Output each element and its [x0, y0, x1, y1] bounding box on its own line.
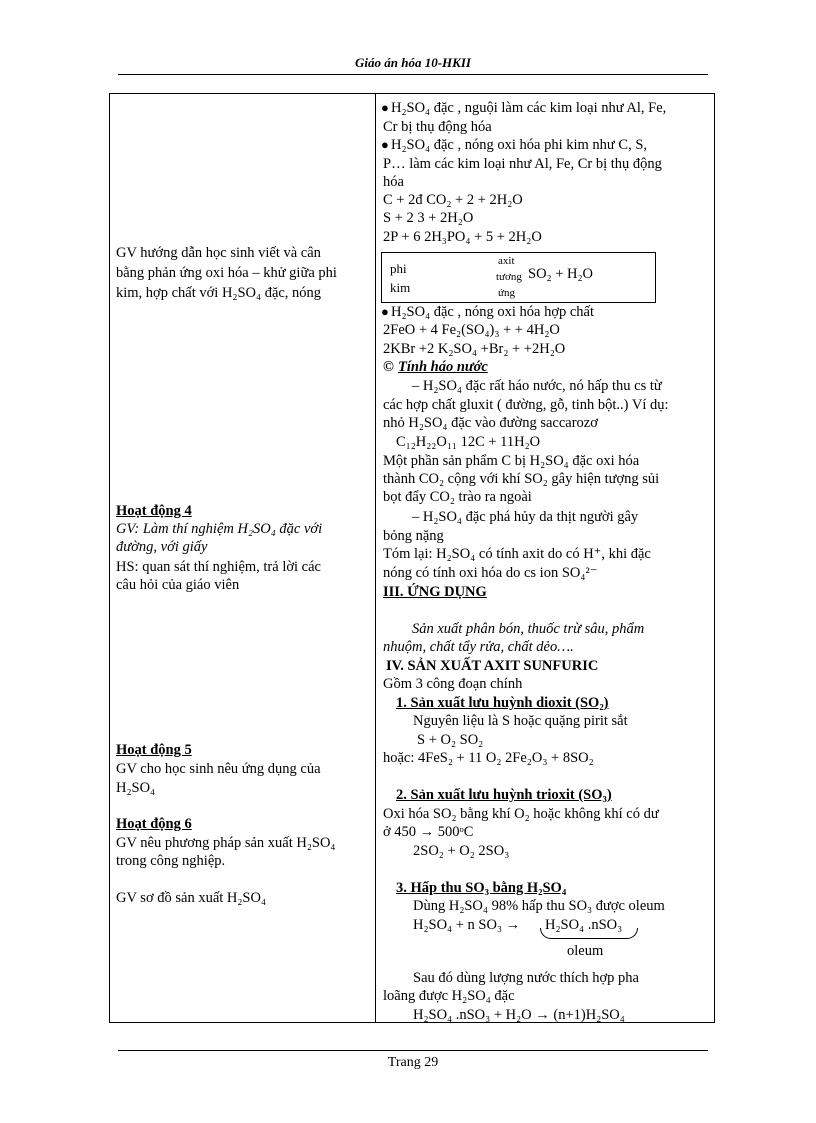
carbon-oxidation-line-2: thành CO₂ cộng với khí SO₂ gây hiện tượng sủi	[383, 471, 660, 487]
section-4-title: IV. SẢN XUẤT AXIT SUNFURIC	[386, 658, 599, 674]
footer-rule	[118, 1050, 708, 1051]
activity6-title: Hoạt động 6	[116, 816, 192, 832]
equation-sucrose: C₁₂H₂₂O₁₁ 12C + 11H₂O	[396, 434, 541, 450]
box-label-phi: phi	[390, 261, 407, 276]
page-number: Trang 29	[387, 1055, 439, 1070]
production-stages: Gồm 3 công đoạn chính	[383, 676, 523, 692]
property-2-line-2: P… làm các kim loại như Al, Fe, Cr bị thụ động	[383, 156, 662, 172]
header-rule	[118, 74, 708, 75]
copyright-mark-icon: ©	[383, 359, 394, 375]
step-3-line: Dùng H₂SO₄ 98% hấp thu SO₃ được oleum	[413, 898, 665, 914]
column-divider	[375, 93, 376, 1023]
activity4-title: Hoạt động 4	[116, 503, 192, 519]
equation-feo: 2FeO + 4 Fe₂(SO₄)₃ + + 4H₂O	[383, 322, 560, 338]
property-2-line-3: hóa	[383, 174, 404, 190]
section-3-title: III. ỨNG DỤNG	[383, 584, 487, 600]
step-2-equation: 2SO₂ + O₂ 2SO₃	[413, 843, 510, 859]
step-3-equation-right: H₂SO₄ .nSO₃	[545, 917, 623, 933]
step-1-title: 1. Sản xuất lưu huỳnh dioxit (SO₂)	[396, 695, 609, 711]
section-c-title: Tính háo nước	[398, 359, 488, 375]
dilution-line-2: loãng được H₂SO₄ đặc	[383, 988, 515, 1004]
carbon-oxidation-line-3: bọt đẩy CO₂ trào ra ngoài	[383, 489, 532, 505]
step-3-equation-left: H₂SO₄ + n SO₃ →	[413, 917, 521, 933]
oleum-label: oleum	[567, 943, 604, 959]
burn-warning-line-1: – H₂SO₄ đặc phá hủy da thịt người gây	[412, 509, 639, 525]
dehydration-line-1: – H₂SO₄ đặc rất háo nước, nó hấp thu cs từ	[412, 378, 662, 394]
property-2-line-1: H₂SO₄ đặc , nóng oxi hóa phi kim như C, S,	[391, 137, 648, 153]
final-equation: H₂SO₄ .nSO₃ + H₂O → (n+1)H₂SO₄	[413, 1007, 625, 1023]
dehydration-line-2: các hợp chất gluxit ( đường, gỗ, tinh bột..) Ví dụ:	[383, 397, 669, 413]
gv-guide-line-3: kim, hợp chất với H₂SO₄ đặc, nóng	[116, 285, 322, 301]
oleum-brace	[540, 928, 638, 939]
gv-guide-line-1: GV hướng dẫn học sinh viết và cân	[116, 245, 321, 261]
step-1-equation-1: S + O₂ SO₂	[417, 732, 484, 748]
property-1-line-2: Cr bị thụ động hóa	[383, 119, 492, 135]
step-1-raw-materials: Nguyên liệu là S hoặc quặng pirit sắt	[413, 713, 628, 729]
equation-carbon: C + 2đ CO₂ + 2 + 2H₂O	[383, 192, 523, 208]
box-label-ung: ứng	[498, 287, 515, 299]
bullet-icon: ●	[381, 137, 389, 152]
gv-guide-line-2: bằng phản ứng oxi hóa – khử giữa phi	[116, 265, 337, 281]
page-header-title: Giáo án hóa 10-HKII	[355, 55, 471, 70]
summary-line-2: nóng có tính oxi hóa do cs ion SO₄²⁻	[383, 565, 598, 581]
activity5-title: Hoạt động 5	[116, 742, 192, 758]
burn-warning-line-2: bỏng nặng	[383, 528, 444, 544]
activity5-line-2: H₂SO₄	[116, 780, 156, 796]
applications-line-1: Sản xuất phân bón, thuốc trừ sâu, phẩm	[412, 621, 645, 637]
bullet-icon: ●	[381, 100, 389, 115]
dehydration-line-3: nhỏ H₂SO₄ đặc vào đường saccarozơ	[383, 415, 598, 431]
box-label-axit: axit	[498, 255, 515, 267]
box-label-tuong: tương	[496, 271, 522, 283]
activity6-line-2: trong công nghiệp.	[116, 853, 226, 869]
equation-phosphorus: 2P + 6 2H₃PO₄ + 5 + 2H₂O	[383, 229, 542, 245]
dilution-line-1: Sau đó dùng lượng nước thích hợp pha	[413, 970, 639, 986]
applications-line-2: nhuộm, chất tẩy rửa, chất dẻo….	[383, 639, 574, 655]
bullet-icon: ●	[381, 304, 389, 319]
step-2-line-1: Oxi hóa SO₂ bằng khí O₂ hoặc không khí có dư	[383, 806, 659, 822]
equation-kbr: 2KBr +2 K₂SO₄ +Br₂ + +2H₂O	[383, 341, 566, 357]
activity5-line-1: GV cho học sinh nêu ứng dụng của	[116, 761, 321, 777]
activity4-gv-line-1: GV: Làm thí nghiệm H₂SO₄ đặc với	[116, 521, 323, 537]
step-1-equation-2: hoặc: 4FeS₂ + 11 O₂ 2Fe₂O₃ + 8SO₂	[383, 750, 594, 766]
property-1-line-1: H₂SO₄ đặc , nguội làm các kim loại như Al, Fe,	[391, 100, 667, 116]
box-label-kim: kim	[390, 280, 411, 295]
property-3-line: H₂SO₄ đặc , nóng oxi hóa hợp chất	[391, 304, 595, 320]
equation-sulfur: S + 2 3 + 2H₂O	[383, 210, 474, 226]
activity6-line-1: GV nêu phương pháp sản xuất H₂SO₄	[116, 835, 336, 851]
activity4-gv-line-2: đường, với giấy	[116, 539, 208, 555]
step-2-title: 2. Sản xuất lưu huỳnh trioxit (SO₃)	[396, 787, 612, 803]
activity6-diagram-line: GV sơ đồ sản xuất H₂SO₄	[116, 890, 267, 906]
step-3-title: 3. Hấp thu SO₃ bằng H₂SO₄	[396, 880, 567, 896]
carbon-oxidation-line-1: Một phần sản phẩm C bị H₂SO₄ đặc oxi hóa	[383, 453, 640, 469]
step-2-line-2: ở 450 → 500ᵒC	[383, 824, 474, 840]
activity4-hs-line-2: câu hỏi của giáo viên	[116, 577, 240, 593]
summary-line-1: Tóm lại: H₂SO₄ có tính axit do có H⁺, khi đặc	[383, 546, 651, 562]
activity4-hs-line-1: HS: quan sát thí nghiệm, trả lời các	[116, 559, 321, 575]
box-products: SO₂ + H₂O	[528, 266, 594, 282]
